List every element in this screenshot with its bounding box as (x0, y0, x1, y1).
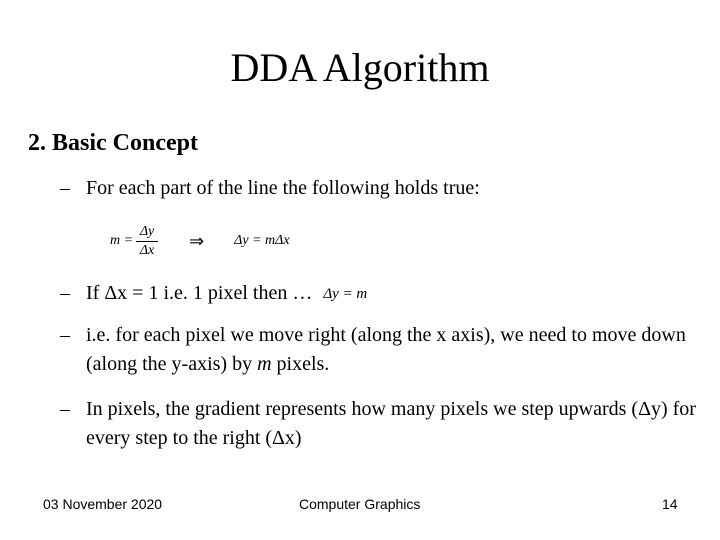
bullet-text-end: pixels. (276, 353, 330, 375)
bullet-item (60, 279, 696, 310)
formula-lhs: m = (110, 233, 134, 248)
gradient-formula (110, 218, 290, 264)
bullet-emphasis: m (257, 353, 272, 375)
bullet-text: If Δx = 1 i.e. 1 pixel then … (86, 282, 313, 304)
implies-symbol: ⇒ (189, 230, 205, 251)
bullet-item (60, 174, 696, 203)
footer-course: Computer Graphics (299, 496, 421, 512)
footer-date: 03 November 2020 (43, 496, 163, 512)
inline-formula: Δy = m (323, 286, 368, 302)
bullet-text: In pixels, the gradient represents how many pixels we step upwards (Δy) for every step to the right (Δx) (86, 398, 696, 449)
bullet-dash: – (60, 398, 70, 420)
bullet-dash: – (60, 324, 70, 346)
formula-denominator: Δx (139, 242, 155, 258)
bullet-dash: – (60, 177, 70, 199)
bullet-text: i.e. for each pixel we move right (along the x axis), we need to move down (along the y-axis) by (86, 324, 686, 375)
footer-page-number: 14 (662, 496, 678, 512)
bullet-item (60, 321, 696, 379)
formula-fraction (136, 223, 158, 260)
bullet-item (60, 395, 696, 453)
section-heading: 2. Basic Concept (28, 130, 198, 156)
bullet-dash: – (60, 282, 70, 304)
formula-numerator: Δy (139, 223, 155, 239)
slide-title: DDA Algorithm (230, 45, 490, 90)
bullet-text: For each part of the line the following holds true: (86, 177, 480, 199)
formula-rhs: Δy = mΔx (234, 233, 290, 248)
